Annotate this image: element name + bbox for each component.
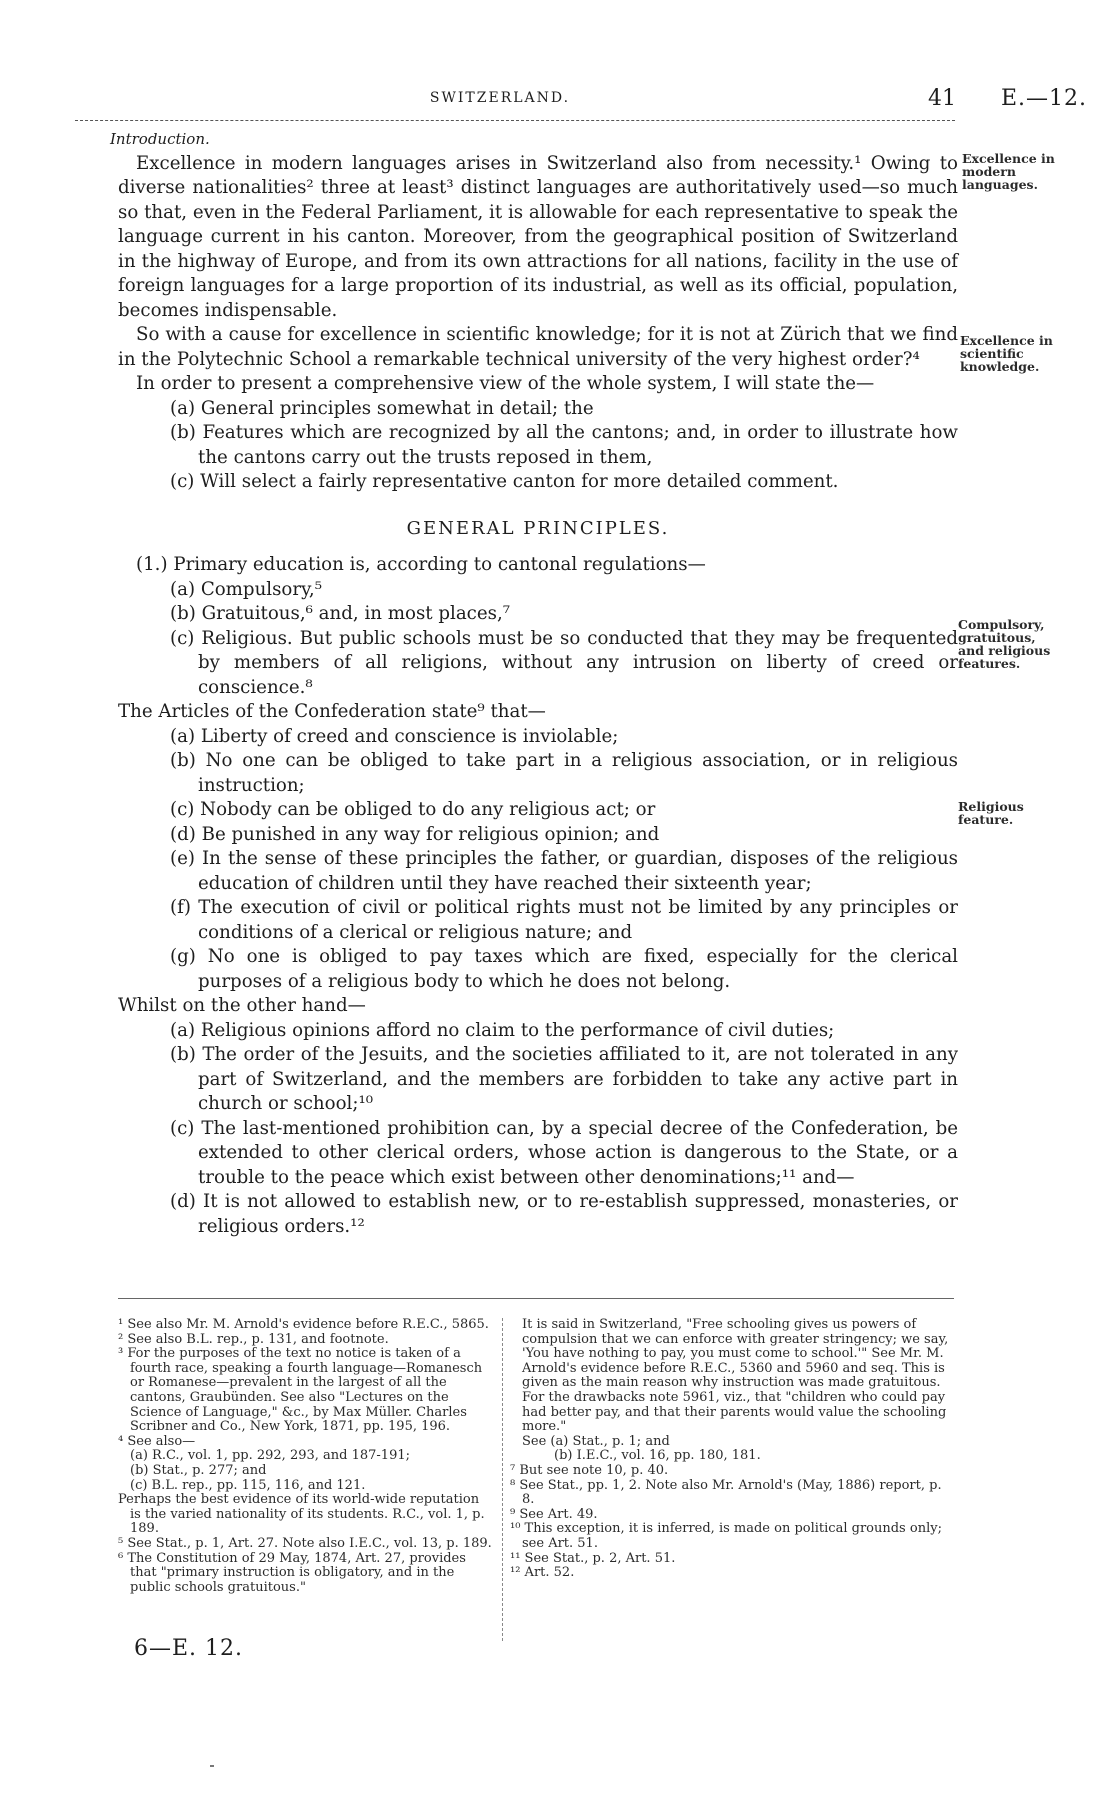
footnote: ⁸ See Stat., pp. 1, 2. Note also Mr. Arnold's (May, 1886) report, p. 8.	[510, 1477, 942, 1508]
page-header	[0, 86, 1114, 116]
list-item: (b) The order of the Jesuits, and the societies affiliated to it, are not tolerated in any part of Switzerland, and the members are forbidden to take any active part in church or school;¹⁰	[170, 1044, 958, 1114]
primary-lead: (1.) Primary education is, according to cantonal regulations—	[136, 554, 706, 575]
paragraph-languages: Excellence in modern languages arises in Switzerland also from necessity.¹ Owing to diverse nationalities² three at least³ distinct languages are authoritatively used—so much so that, even in the Federal Parliament, it is allowable for each representative to speak the language current in his canton. Moreover, from the geographical position of Switzerland in the highway of Europe, and from its own attractions for all nations, facility in the use of foreign languages for a large proportion of its industrial, as well as its official, population, becomes indispensable.	[118, 152, 958, 321]
footnote: (b) I.E.C., vol. 16, pp. 180, 181.	[554, 1448, 761, 1464]
margin-note-compulsory: Compulsory, gratuitous, and religious features.	[958, 617, 1051, 671]
footnote: ³ For the purposes of the text no notice is taken of a fourth race, speaking a fourth language—Romanesch or Romanese—prevalent in the largest of all the cantons, Graubünden. See also "Lectures on the Science of Language," &c., by Max Müller. Charles Scribner and Co., New York, 1871, pp. 195, 196.	[118, 1346, 483, 1435]
list-item: (b) No one can be obliged to take part in a religious association, or in religious instruction;	[170, 750, 958, 796]
list-item: (a) Compulsory,⁵	[170, 578, 323, 600]
list-item: (c) Will select a fairly representative canton for more detailed comment.	[170, 471, 839, 492]
footnote: ¹² Art. 52.	[510, 1565, 575, 1581]
footnote-rule	[118, 1298, 954, 1299]
footnote: (c) B.L. rep., pp. 115, 116, and 121.	[130, 1477, 366, 1493]
other-hand-lead: Whilst on the other hand—	[118, 995, 366, 1016]
margin-note-science: Excellence in scientific knowledge.	[960, 333, 1053, 374]
paragraph-science: So with a cause for excellence in scientific knowledge; for it is not at Zürich that we find in the Polytechnic School a remarkable technical university of the very highest order?⁴	[118, 324, 958, 370]
footnote: ⁶ The Constitution of 29 May, 1874, Art. 27, provides that "primary instruction is obligatory, and in the public schools gratuitous."	[118, 1550, 466, 1595]
articles-lead: The Articles of the Confederation state⁹ that—	[118, 701, 546, 722]
list-item: (e) In the sense of these principles the father, or guardian, disposes of the religious education of children until they have reached their sixteenth year;	[170, 848, 958, 894]
page-number: 41	[928, 86, 956, 111]
header-rule	[75, 120, 955, 121]
footnote: Perhaps the best evidence of its world-wide reputation is the varied nationality of its students. R.C., vol. 1, p. 189.	[118, 1492, 485, 1537]
section-label: Introduction.	[110, 130, 210, 148]
footnote: ¹ See also Mr. M. Arnold's evidence before R.E.C., 5865.	[118, 1317, 489, 1332]
footnote: It is said in Switzerland, "Free schooling gives us powers of compulsion that we can enforce with greater stringency; we say, 'You have nothing to pay, you must come to school.'" See Mr. M. Arnold's evidence before R.E.C., 5360 and 5960 and seq. This is given as the main reason why instruction was made gratuitous. For the drawbacks note 5961, viz., that "children who could pay had better pay, and that their parents would value the schooling more."	[522, 1317, 949, 1435]
list-item: (c) Nobody can be obliged to do any religious act; or	[170, 799, 656, 820]
list-item: (f) The execution of civil or political rights must not be limited by any principles or conditions of a clerical or religious nature; and	[170, 897, 958, 943]
list-item: (b) Features which are recognized by all the cantons; and, in order to illustrate how the cantons carry out the trusts reposed in them,	[170, 422, 958, 468]
list-item: (d) Be punished in any way for religious opinion; and	[170, 823, 660, 845]
main-text	[110, 127, 958, 1239]
footnote: ¹¹ See Stat., p. 2, Art. 51.	[510, 1550, 676, 1566]
footnotes-left	[118, 1318, 494, 1595]
paragraph-plan: In order to present a comprehensive view of the whole system, I will state the—	[136, 373, 875, 394]
footnote-divider	[502, 1318, 503, 1641]
footnote: ² See also B.L. rep., p. 131, and footnote.	[118, 1331, 389, 1347]
signature-mark: 6—E. 12.	[134, 1636, 244, 1661]
footnotes-right	[510, 1318, 954, 1581]
list-item: (g) No one is obliged to pay taxes which are fixed, especially for the clerical purposes of a religious body to which he does not belong.	[170, 946, 958, 992]
running-title: SWITZERLAND.	[429, 90, 571, 106]
footnote: ¹⁰ This exception, it is inferred, is made on political grounds only; see Art. 51.	[510, 1521, 942, 1551]
footnote: (a) R.C., vol. 1, pp. 292, 293, and 187-191;	[130, 1448, 410, 1464]
list-item: (b) Gratuitous,⁶ and, in most places,⁷	[170, 603, 511, 624]
footnote: ⁹ See Art. 49.	[510, 1506, 598, 1522]
footnote: ⁵ See Stat., p. 1, Art. 27. Note also I.E.C., vol. 13, p. 189.	[118, 1535, 492, 1551]
list-item: (d) It is not allowed to establish new, or to re-establish suppressed, monasteries, or religious orders.¹²	[170, 1191, 958, 1237]
list-item: (a) Liberty of creed and conscience is inviolable;	[170, 725, 619, 747]
list-item: (c) The last-mentioned prohibition can, by a special decree of the Confederation, be extended to other clerical orders, whose action is dangerous to the State, or a trouble to the peace which exist between other denominations;¹¹ and—	[170, 1117, 958, 1188]
list-item: (c) Religious. But public schools must be so conducted that they may be frequented by members of all religions, without any intrusion on liberty of creed or conscience.⁸	[170, 627, 958, 698]
margin-note-languages: Excellence in modern languages.	[962, 151, 1055, 192]
footnote: ⁷ But see note 10, p. 40.	[510, 1462, 669, 1478]
footnote: (b) Stat., p. 277; and	[130, 1462, 267, 1478]
print-mark	[210, 1765, 214, 1767]
list-item: (a) General principles somewhat in detail; the	[170, 397, 594, 419]
footnote: ⁴ See also—	[118, 1433, 196, 1449]
margin-note-religious: Religious feature.	[958, 799, 1024, 827]
footnote: See (a) Stat., p. 1; and	[522, 1433, 670, 1449]
document-ref: E.—12.	[1001, 86, 1088, 111]
section-heading: GENERAL PRINCIPLES.	[406, 517, 670, 539]
list-item: (a) Religious opinions afford no claim to the performance of civil duties;	[170, 1019, 835, 1041]
